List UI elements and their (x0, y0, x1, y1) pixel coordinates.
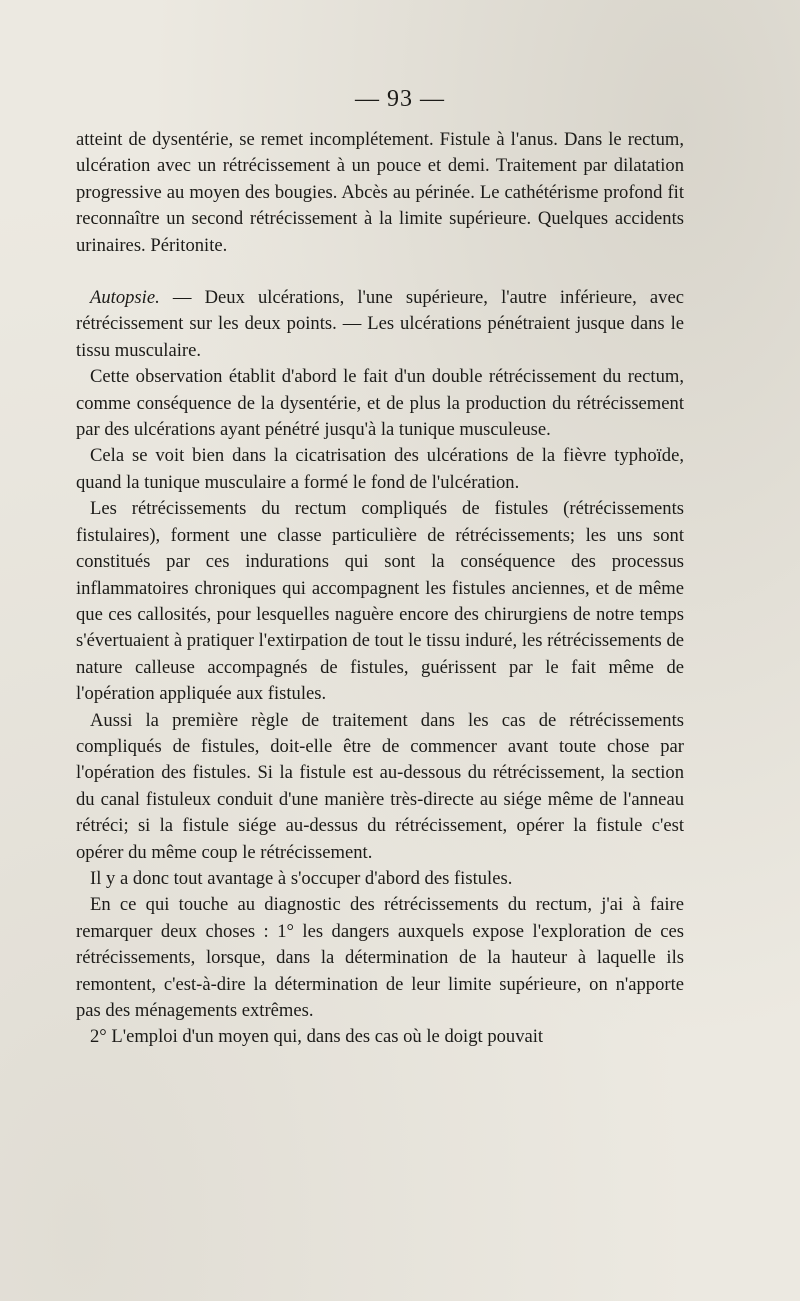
paragraph-2 (76, 285, 684, 364)
paragraph-2-text: — Deux ulcérations, l'une supérieure, l'autre inférieure, avec rétrécissement sur les deux points. — Les ulcérations pénétraient jusque dans le tissu musculaire. (76, 287, 684, 361)
paragraph-3: Cette observation établit d'abord le fait d'un double rétrécissement du rectum, comme conséquence de la dysentérie, et de plus la production du rétrécissement par des ulcérations ayant pénétré jusqu'à la tunique musculeuse. (76, 366, 684, 441)
paragraph-1: atteint de dysentérie, se remet incomplétement. Fistule à l'anus. Dans le rectum, ulcération avec un rétrécissement à un pouce et demi. Traitement par dilatation progressive au moyen des bougies. Abcès au périnée. Le cathétérisme profond fit reconnaître un second rétrécissement à la limite supérieure. Quelques accidents urinaires. Péritonite. (76, 129, 684, 256)
page-number: — 93 — (355, 86, 445, 112)
paragraph-7: Il y a donc tout avantage à s'occuper d'abord des fistules. (90, 867, 513, 889)
paragraph-6: Aussi la première règle de traitement dans les cas de rétrécissements compliqués de fistules, doit-elle être de commencer avant toute chose par l'opération des fistules. Si la fistule est au-dessous du rétrécissement, la section du canal fistuleux conduit d'une manière très-directe au siége même de l'anneau rétréci; si la fistule siége au-dessus du rétrécissement, opérer la fistule c'est opérer du même coup le rétrécissement. (76, 709, 684, 863)
paragraph-4: Cela se voit bien dans la cicatrisation des ulcérations de la fièvre typhoïde, quand la tunique musculaire a formé le fond de l'ulcération. (76, 445, 684, 493)
page-body (76, 127, 684, 1051)
paragraph-9: 2° L'emploi d'un moyen qui, dans des cas où le doigt pouvait (90, 1026, 544, 1048)
paragraph-8: En ce qui touche au diagnostic des rétrécissements du rectum, j'ai à faire remarquer deux choses : 1° les dangers auxquels expose l'exploration de ces rétrécissements, lorsque, dans la détermination de la hauteur à laquelle ils remontent, c'est-à-dire la détermination de leur limite supérieure, on n'apporte pas des ménagements extrêmes. (76, 894, 684, 1021)
paragraph-5: Les rétrécissements du rectum compliqués de fistules (rétrécissements fistulaires), forment une classe particulière de rétrécissements; les uns sont constitués par ces indurations qui sont la conséquence des processus inflammatoires chroniques qui accompagnent les fistules anciennes, et de même que ces callosités, pour lesquelles naguère encore des chirurgiens de notre temps s'évertuaient à pratiquer l'extirpation de tout le tissu induré, les rétrécissements de nature calleuse accompagnés de fistules, guérissent par le fait même de l'opération appliquée aux fistules. (76, 498, 684, 705)
autopsie-heading: Autopsie. (90, 287, 160, 309)
